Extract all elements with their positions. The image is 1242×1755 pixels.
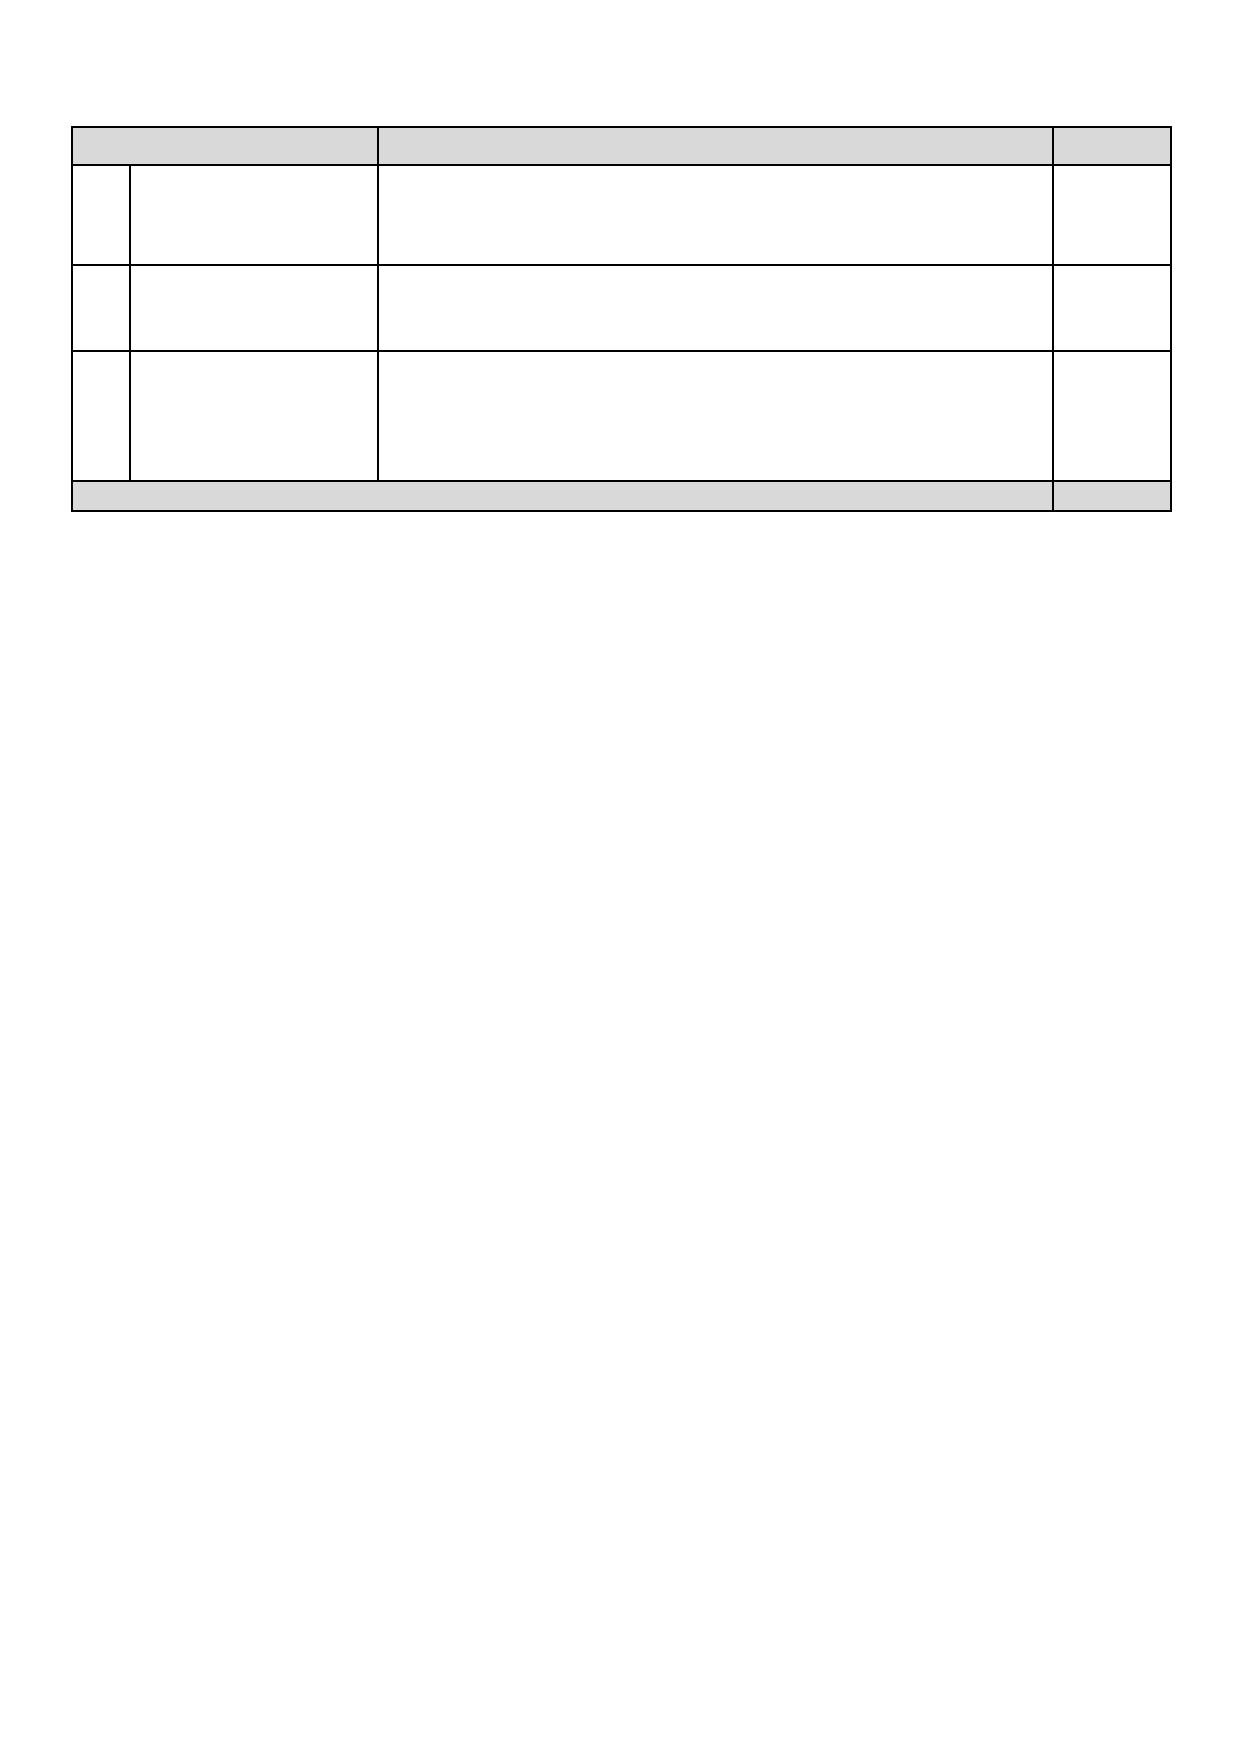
table-row bbox=[72, 165, 1171, 265]
total-label bbox=[72, 481, 1053, 511]
row-points bbox=[1053, 165, 1171, 265]
row-points bbox=[1053, 351, 1171, 481]
table-header-row bbox=[72, 127, 1171, 165]
row-description bbox=[378, 351, 1053, 481]
header-aspects bbox=[72, 127, 378, 165]
table-row bbox=[72, 265, 1171, 351]
header-description bbox=[378, 127, 1053, 165]
row-number bbox=[72, 265, 130, 351]
row-points bbox=[1053, 265, 1171, 351]
total-value bbox=[1053, 481, 1171, 511]
header-points bbox=[1053, 127, 1171, 165]
row-aspect bbox=[130, 165, 378, 265]
table-total-row bbox=[72, 481, 1171, 511]
table-row bbox=[72, 351, 1171, 481]
intro-paragraph bbox=[74, 58, 1174, 80]
row-description bbox=[378, 165, 1053, 265]
row-aspect bbox=[130, 265, 378, 351]
row-aspect bbox=[130, 351, 378, 481]
row-number bbox=[72, 165, 130, 265]
row-description bbox=[378, 265, 1053, 351]
row-number bbox=[72, 351, 130, 481]
criteria-table bbox=[71, 126, 1172, 512]
